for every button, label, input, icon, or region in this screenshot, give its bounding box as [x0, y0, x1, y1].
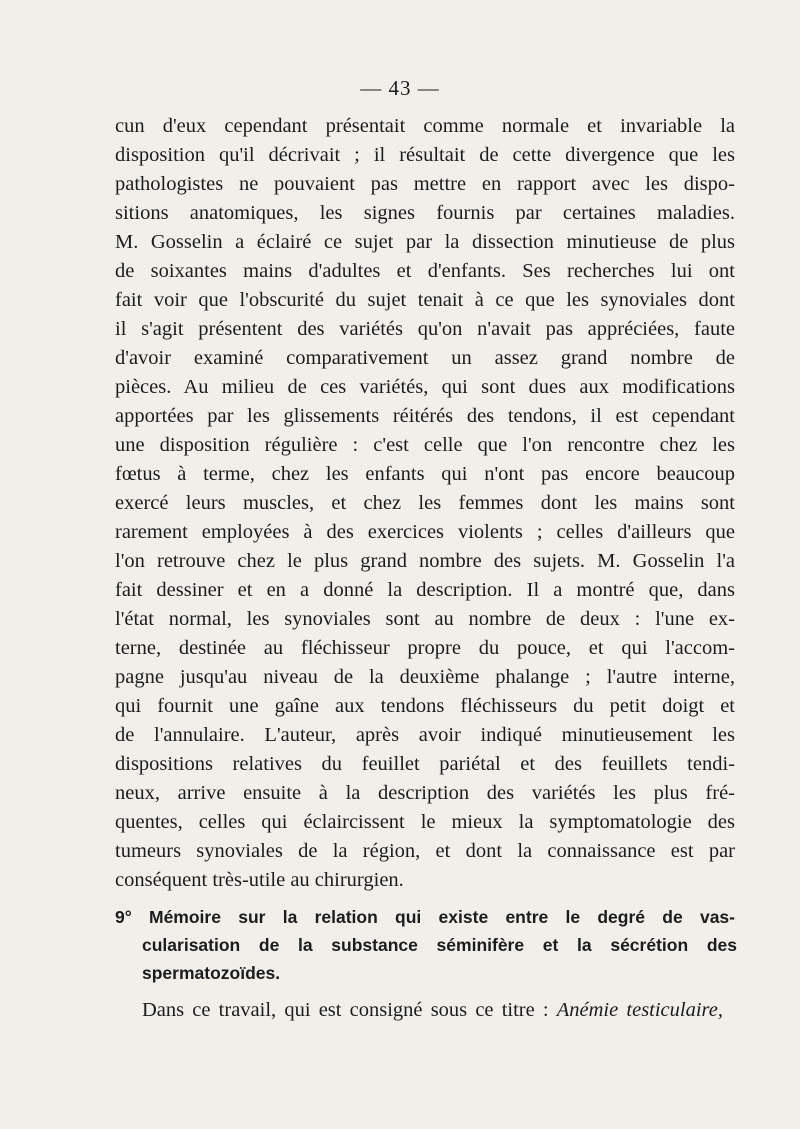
text-line: de l'annulaire. L'auteur, après avoir indiqué minutieusement les: [115, 724, 735, 746]
heading-line: spermatozoïdes.: [142, 963, 281, 983]
heading-line: cularisation de la substance séminifère et la sécrétion des: [142, 935, 737, 955]
text-line: conséquent très-utile au chirurgien.: [115, 869, 404, 891]
text-line: pathologistes ne pouvaient pas mettre en rapport avec les dispo-: [115, 173, 735, 195]
heading-line: 9° Mémoire sur la relation qui existe entre le degré de vas-: [115, 907, 735, 927]
text-line: pagne jusqu'au niveau de la deuxième phalange ; l'autre interne,: [115, 666, 735, 688]
text-line: apportées par les glissements réitérés des tendons, il est cependant: [115, 405, 735, 427]
text-line: cun d'eux cependant présentait comme normale et invariable la: [115, 115, 735, 137]
text-line: dispositions relatives du feuillet pariétal et des feuillets tendi-: [115, 753, 735, 775]
italic-title: Anémie testiculaire,: [556, 999, 723, 1021]
paragraph-start-text: Dans ce travail, qui est consigné sous ce titre :: [142, 999, 557, 1021]
text-line: pièces. Au milieu de ces variétés, qui sont dues aux modifications: [115, 376, 735, 398]
text-line: terne, destinée au fléchisseur propre du pouce, et qui l'accom-: [115, 637, 735, 659]
text-line: rarement employées à des exercices violents ; celles d'ailleurs que: [115, 521, 735, 543]
text-line: fait voir que l'obscurité du sujet tenait à ce que les synoviales dont: [115, 289, 735, 311]
text-line: neux, arrive ensuite à la description des variétés les plus fré-: [115, 782, 735, 804]
text-line: l'on retrouve chez le plus grand nombre des sujets. M. Gosselin l'a: [115, 550, 735, 572]
text-line: M. Gosselin a éclairé ce sujet par la dissection minutieuse de plus: [115, 231, 735, 253]
text-line: fœtus à terme, chez les enfants qui n'ont pas encore beaucoup: [115, 463, 735, 485]
text-line: une disposition régulière : c'est celle que l'on rencontre chez les: [115, 434, 735, 456]
text-line: exercé leurs muscles, et chez les femmes dont les mains sont: [115, 492, 735, 514]
text-line: qui fournit une gaîne aux tendons fléchisseurs du petit doigt et: [115, 695, 735, 717]
text-line: fait dessiner et en a donné la description. Il a montré que, dans: [115, 579, 735, 601]
text-line: quentes, celles qui éclaircissent le mieux la symptomatologie des: [115, 811, 735, 833]
text-line: il s'agit présentent des variétés qu'on n'avait pas appréciées, faute: [115, 318, 735, 340]
text-line: tumeurs synoviales de la région, et dont la connaissance est par: [115, 840, 735, 862]
text-line: sitions anatomiques, les signes fournis par certaines maladies.: [115, 202, 735, 224]
text-line: l'état normal, les synoviales sont au nombre de deux : l'une ex-: [115, 608, 735, 630]
page-number: — 43 —: [360, 76, 440, 100]
paragraph-start-line: [142, 997, 723, 1023]
text-line: d'avoir examiné comparativement un assez grand nombre de: [115, 347, 735, 369]
text-line: de soixantes mains d'adultes et d'enfants. Ses recherches lui ont: [115, 260, 735, 282]
text-line: disposition qu'il décrivait ; il résultait de cette divergence que les: [115, 144, 735, 166]
